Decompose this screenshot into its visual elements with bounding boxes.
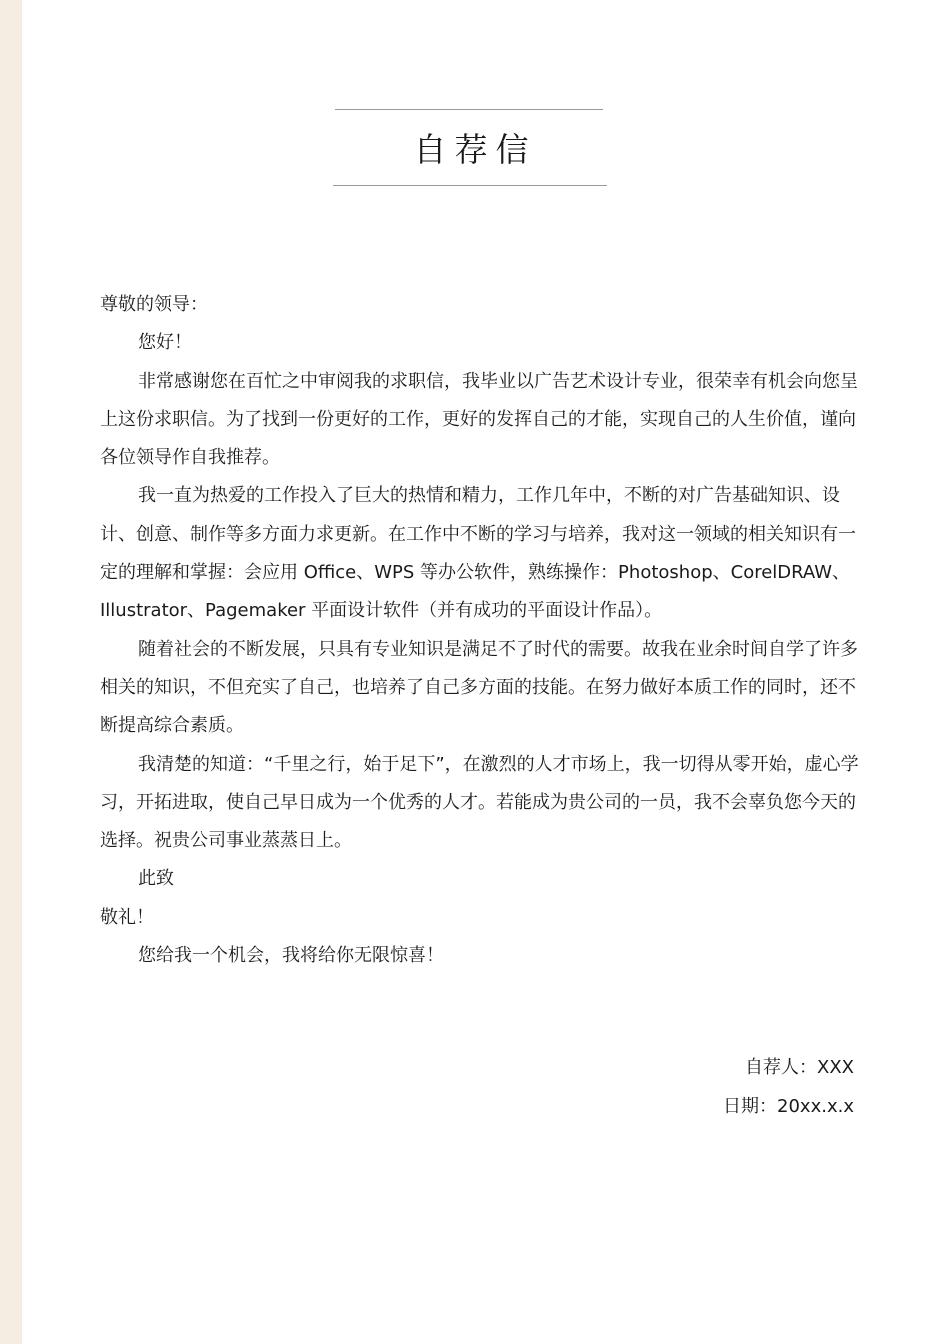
title-top-rule xyxy=(335,109,603,110)
salutation: 尊敬的领导： xyxy=(100,294,208,315)
signature-date: 日期：20xx.x.x xyxy=(723,1096,854,1117)
letter-body xyxy=(100,286,870,975)
paragraph-self-study: 随着社会的不断发展，只具有专业知识是满足不了时代的需要。故我在业余时间自学了许多相关的知识，不但充实了自己，也培养了自己多方面的技能。在努力做好本质工作的同时，还不断提高综合素质。 xyxy=(100,638,858,737)
signature-name: 自荐人：XXX xyxy=(745,1057,854,1078)
paragraph-skills: 我一直为热爱的工作投入了巨大的热情和精力，工作几年中，不断的对广告基础知识、设计、创意、制作等多方面力求更新。在工作中不断的学习与培养，我对这一领域的相关知识有一定的理解和掌握：会应用 Office、WPS 等办公软件，熟练操作：Photoshop、CorelDRAW、Illustrator、Pagemaker 平面设计软件（并有成功的平面设计作品）。 xyxy=(100,485,856,622)
paragraph-intro: 非常感谢您在百忙之中审阅我的求职信，我毕业以广告艺术设计专业，很荣幸有机会向您呈上这份求职信。为了找到一份更好的工作，更好的发挥自己的才能，实现自己的人生价值，谨向各位领导作自我推荐。 xyxy=(100,370,858,469)
closing-jingli: 敬礼！ xyxy=(100,906,154,928)
page-title: 自荐信 xyxy=(413,130,537,169)
closing-cizhi: 此致 xyxy=(138,868,174,890)
title-bottom-rule xyxy=(333,185,607,186)
left-margin-band xyxy=(0,0,22,1344)
postscript: 您给我一个机会，我将给你无限惊喜！ xyxy=(138,945,444,967)
greeting: 您好！ xyxy=(138,332,192,354)
paragraph-commitment: 我清楚的知道：“千里之行，始于足下”，在激烈的人才市场上，我一切得从零开始，虚心学习，开拓进取，使自己早日成为一个优秀的人才。若能成为贵公司的一员，我不会辜负您今天的选择。祝贵公司事业蒸蒸日上。 xyxy=(100,753,859,852)
